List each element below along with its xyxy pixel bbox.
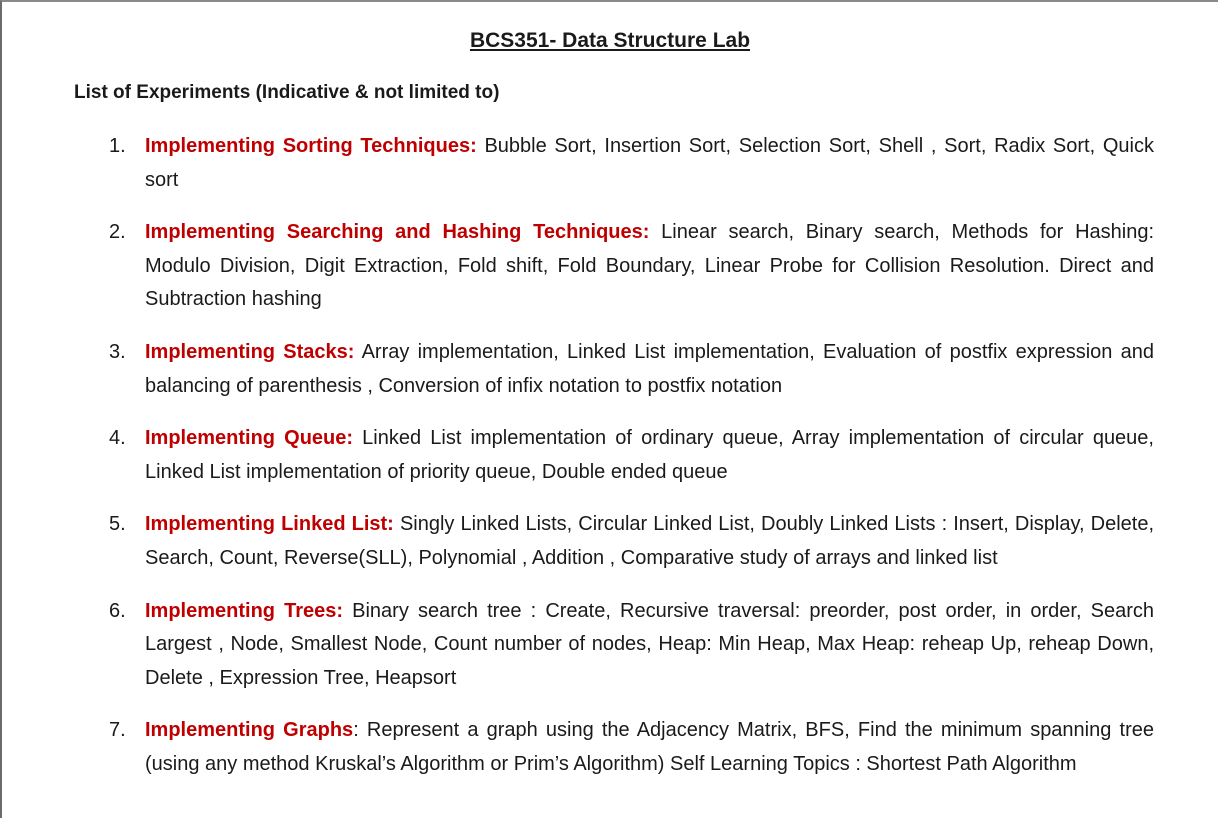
list-subtitle: List of Experiments (Indicative & not limited to)	[74, 82, 500, 103]
item-heading: Implementing Graphs	[145, 719, 354, 742]
item-number: 3.	[109, 340, 126, 363]
item-body: : Represent a graph using the Adjacency Matrix, BFS, Find the minimum spanning tree (using any method Kruskal’s Algorithm or Prim’s Algorithm) Self Learning Topics : Shortest Path Algorithm	[145, 719, 1154, 775]
item-number: 1.	[109, 135, 126, 157]
item-body: Array implementation, Linked List implementation, Evaluation of postfix expression and balancing of parenthesis , Conversion of infix notation to postfix notation	[145, 340, 1155, 397]
list-item	[2, 216, 1220, 317]
item-heading: Implementing Linked List:	[145, 513, 394, 536]
item-body: Binary search tree : Create, Recursive traversal: preorder, post order, in order, Search Largest , Node, Smallest Node, Count number of nodes, Heap: Min Heap, Max Heap: reheap Up, reheap Down, Delete , Expression Tree, Heapsort	[145, 599, 1154, 689]
item-heading: Implementing Stacks:	[145, 340, 355, 363]
item-body: Linear search, Binary search, Methods for Hashing: Modulo Division, Digit Extraction, Fold shift, Fold Boundary, Linear Probe for Collision Resolution. Direct and Subtraction hashing	[145, 221, 1155, 311]
experiment-list	[2, 130, 1220, 801]
list-item	[2, 595, 1220, 696]
item-heading: Implementing Queue:	[145, 427, 354, 450]
item-heading: Implementing Sorting Techniques:	[145, 135, 477, 157]
list-item	[2, 336, 1220, 403]
list-item	[2, 714, 1220, 781]
item-number: 4.	[109, 427, 126, 450]
item-body: Linked List implementation of ordinary queue, Array implementation of circular queue, Linked List implementation of priority queue, Double ended queue	[145, 427, 1154, 483]
item-heading: Implementing Trees:	[145, 599, 344, 622]
item-heading: Implementing Searching and Hashing Techniques:	[145, 221, 650, 244]
item-number: 2.	[109, 221, 126, 244]
item-number: 5.	[109, 513, 126, 536]
item-body: Bubble Sort, Insertion Sort, Selection Sort, Shell , Sort, Radix Sort, Quick sort	[145, 135, 1155, 191]
list-item	[2, 422, 1220, 489]
item-body: Singly Linked Lists, Circular Linked List, Doubly Linked Lists : Insert, Display, Delete, Search, Count, Reverse(SLL), Polynomial , Addition , Comparative study of arrays and linked list	[145, 513, 1154, 569]
item-number: 6.	[109, 599, 126, 622]
page-title: BCS351- Data Structure Lab	[469, 29, 751, 52]
list-item	[2, 508, 1220, 575]
list-item	[2, 130, 1220, 197]
item-number: 7.	[109, 719, 126, 742]
